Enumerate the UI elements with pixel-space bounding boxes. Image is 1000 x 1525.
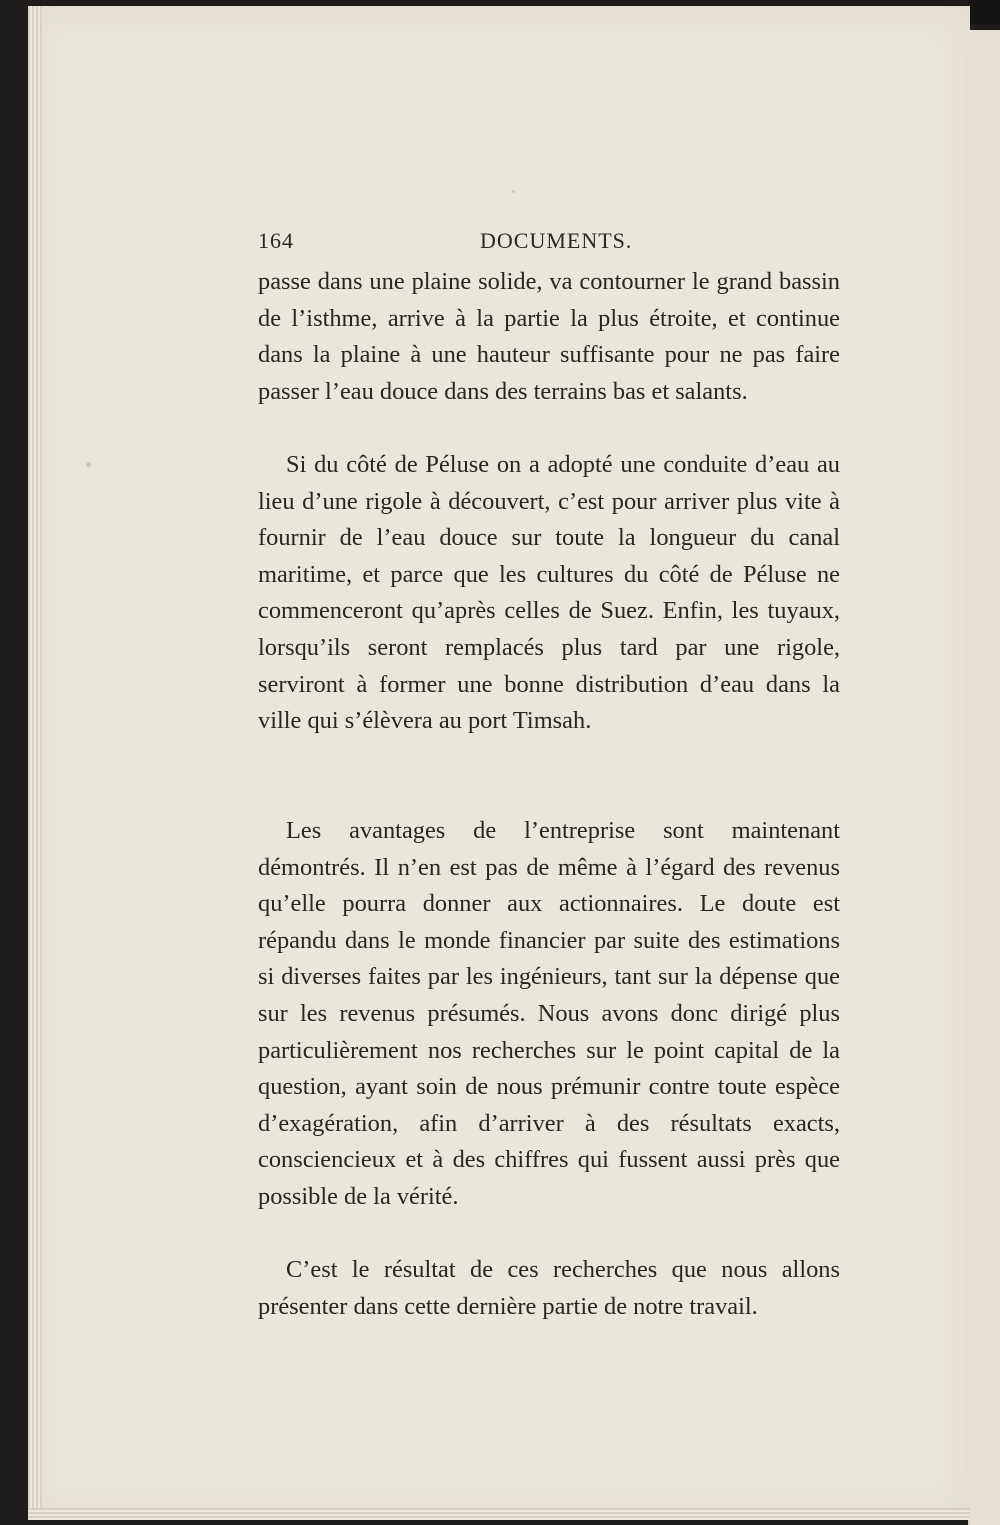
body-text (258, 264, 840, 1326)
page-stack-bottom-edge (28, 1508, 970, 1520)
page-header (258, 228, 840, 258)
page-stack-left-edge (28, 6, 42, 1520)
facing-page-edge (968, 30, 1000, 1525)
paragraph-continuation: passe dans une plaine solide, va contourner le grand bassin de l’isthme, arrive à la partie la plus étroite, et continue dans la plaine à une hauteur suffisante pour ne pas faire passer l’eau douce dans des terrains bas et salants. (258, 268, 840, 405)
paragraph-advantages: Les avantages de l’entreprise sont maintenant démontrés. Il n’en est pas de même à l’égard des revenus qu’elle pourra donner aux actionnaires. Le doute est répandu dans le monde financier par suite des estimations si diverses faites par les ingénieurs, tant sur la dépense que sur les revenus présumés. Nous avons donc dirigé plus particulièrement nos recherches sur le point capital de la question, ayant soin de nous prémunir contre toute espèce d’exagération, afin d’arriver à des résultats exacts, consciencieux et à des chiffres qui fussent aussi près que possible de la vérité. (258, 817, 840, 1210)
paragraph-peluse-conduit: Si du côté de Péluse on a adopté une conduite d’eau au lieu d’une rigole à découvert, c’est pour arriver plus vite à fournir de l’eau douce sur toute la longueur du canal maritime, et parce que les cultures du côté de Péluse ne commenceront qu’après celles de Suez. Enfin, les tuyaux, lorsqu’ils seront remplacés plus tard par une rigole, serviront à former une bonne distribution d’eau dans la ville qui s’élèvera au port Timsah. (258, 451, 840, 735)
page-number: 164 (258, 228, 294, 253)
paper-speck (512, 190, 515, 193)
paper-speck (86, 462, 91, 467)
running-head: DOCUMENTS. (480, 228, 633, 253)
scan-background-corner (968, 0, 1000, 24)
paragraph-conclusion: C’est le résultat de ces recherches que nous allons présenter dans cette dernière partie de notre travail. (258, 1256, 840, 1320)
